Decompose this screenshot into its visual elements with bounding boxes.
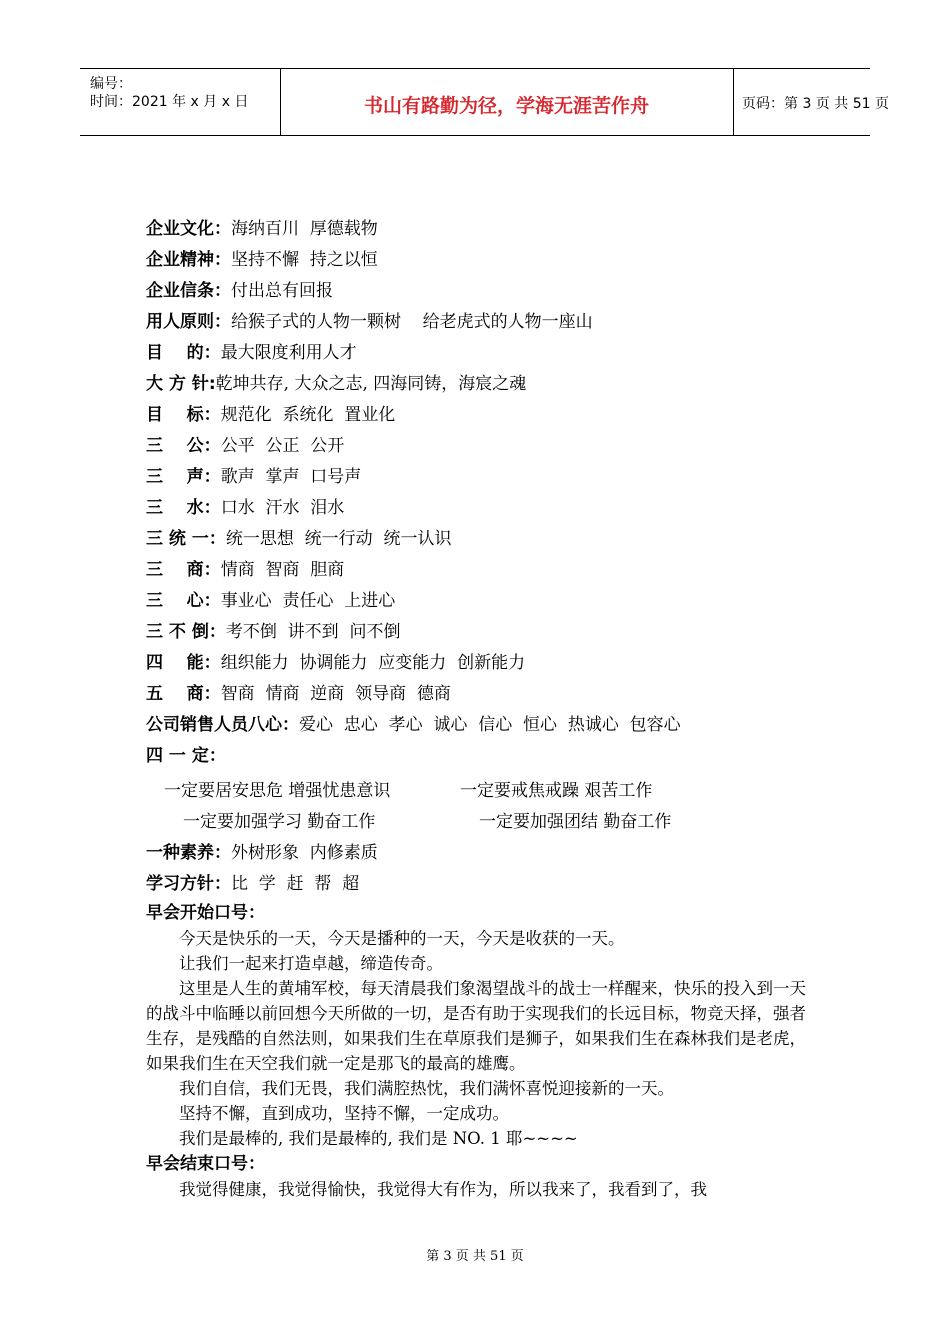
principle-label: 企业文化：	[146, 219, 231, 239]
principle-row	[146, 838, 826, 869]
page-footer: 第 3 页 共 51 页	[426, 1249, 524, 1264]
principle-label: 三 商：	[146, 560, 221, 580]
principle-label: 五 商：	[146, 684, 221, 704]
principle-value: 付出总有回报	[231, 281, 333, 301]
principle-row	[146, 869, 826, 900]
principle-value: 组织能力 协调能力 应变能力 创新能力	[220, 653, 526, 673]
principle-value: 统一思想 统一行动 统一认识	[225, 529, 452, 549]
principle-label: 三 不 倒：	[146, 622, 226, 642]
principle-value: 给猴子式的人物一颗树 给老虎式的人物一座山	[231, 312, 593, 332]
principle-label: 大 方 针:	[146, 374, 216, 394]
principle-label: 公司销售人员八心：	[146, 715, 299, 735]
morning-end-section	[146, 1151, 826, 1202]
principle-row	[146, 493, 826, 524]
four-musts-line-2	[146, 807, 826, 838]
principle-value: 最大限度利用人才	[220, 343, 357, 363]
principle-label: 四 一 定：	[146, 746, 226, 766]
slogan-paragraph: 让我们一起来打造卓越，缔造传奇。	[179, 954, 443, 973]
principle-row	[146, 586, 826, 617]
principle-row	[146, 338, 826, 369]
slogan-paragraph: 我们是最棒的, 我们是最棒的, 我们是 NO. 1 耶~~~~	[179, 1129, 578, 1148]
principle-value: 考不倒 讲不到 问不倒	[225, 622, 401, 642]
principle-row	[146, 617, 826, 648]
principle-label: 三 水：	[146, 498, 221, 518]
principle-value: 歌声 掌声 口号声	[220, 467, 362, 487]
morning-start-text	[146, 926, 810, 1151]
principle-value: 规范化 系统化 置业化	[220, 405, 396, 425]
principle-value: 智商 情商 逆商 领导商 德商	[220, 684, 451, 704]
slogan-paragraph: 我们自信，我们无畏，我们满腔热忱，我们满怀喜悦迎接新的一天。	[179, 1079, 674, 1098]
principle-value: 坚持不懈 持之以恒	[231, 250, 378, 270]
principle-row	[146, 741, 826, 772]
principle-row	[146, 555, 826, 586]
document-date: 时间：2021 年 x 月 x 日	[90, 94, 249, 110]
four-musts-1b: 一定要戒焦戒躁 艰苦工作	[460, 781, 653, 801]
four-musts-2a: 一定要加强学习 勤奋工作	[183, 812, 376, 832]
principle-row	[146, 214, 826, 245]
principle-label: 三 心：	[146, 591, 221, 611]
principle-row	[146, 400, 826, 431]
slogan-paragraph: 这里是人生的黄埔军校，每天清晨我们象渴望战斗的战士一样醒来，快乐的投入到一天的战斗中临睡以前回想今天所做的一切，是否有助于实现我们的长远目标，物竞天择，强者生存，是残酷的自然法则，如果我们生在草原我们是狮子，如果我们生在森林我们是老虎，如果我们生在天空我们就一定是那飞的最高的雄鹰。	[146, 979, 806, 1073]
page-header	[80, 68, 889, 136]
document-body	[146, 214, 826, 1202]
morning-end-text	[146, 1177, 810, 1202]
morning-start-heading: 早会开始口号：	[146, 903, 265, 923]
morning-end-heading: 早会结束口号：	[146, 1154, 265, 1174]
principle-label: 一种素养：	[146, 843, 231, 863]
morning-start-section	[146, 900, 826, 1151]
header-page-cell	[734, 69, 889, 135]
header-meta-cell	[80, 69, 281, 135]
principle-row	[146, 710, 826, 741]
principle-label: 目 的：	[146, 343, 221, 363]
principle-value: 比 学 赶 帮 超	[231, 874, 360, 894]
principle-label: 用人原则：	[146, 312, 231, 332]
principles-list-2	[146, 838, 826, 900]
header-motto-cell	[280, 69, 734, 135]
four-musts-block	[146, 776, 826, 838]
principle-label: 目 标：	[146, 405, 221, 425]
principle-value: 公平 公正 公开	[220, 436, 345, 456]
principle-label: 三 声：	[146, 467, 221, 487]
principle-row	[146, 431, 826, 462]
header-motto: 书山有路勤为径，学海无涯苦作舟	[363, 95, 649, 117]
four-musts-1a: 一定要居安思危 增强忧患意识	[164, 781, 391, 801]
slogan-paragraph: 坚持不懈，直到成功，坚持不懈，一定成功。	[179, 1104, 509, 1123]
principle-label: 三 公：	[146, 436, 221, 456]
slogan-paragraph: 我觉得健康，我觉得愉快，我觉得大有作为，所以我来了，我看到了，我	[179, 1180, 707, 1199]
principles-list	[146, 214, 826, 772]
principle-row	[146, 307, 826, 338]
principle-value: 口水 汗水 泪水	[220, 498, 345, 518]
principle-value: 爱心 忠心 孝心 诚心 信心 恒心 热诚心 包容心	[299, 715, 681, 735]
document-number-label: 编号：	[90, 76, 132, 92]
principle-label: 学习方针：	[146, 874, 231, 894]
principle-value: 情商 智商 胆商	[220, 560, 345, 580]
principle-value: 海纳百川 厚德载物	[231, 219, 378, 239]
principle-row	[146, 276, 826, 307]
principle-row	[146, 462, 826, 493]
principle-value: 乾坤共存, 大众之志, 四海同铸，海宸之魂	[215, 374, 527, 394]
principle-row	[146, 679, 826, 710]
header-page-info: 页码：第 3 页 共 51 页	[742, 96, 889, 112]
principle-value: 外树形象 内修素质	[231, 843, 378, 863]
four-musts-line-1	[146, 776, 826, 807]
principle-label: 企业精神：	[146, 250, 231, 270]
four-musts-2b: 一定要加强团结 勤奋工作	[479, 812, 672, 832]
principle-row	[146, 524, 826, 555]
principle-row	[146, 245, 826, 276]
principle-label: 三 统 一：	[146, 529, 226, 549]
principle-label: 企业信条：	[146, 281, 231, 301]
principle-label: 四 能：	[146, 653, 221, 673]
principle-row	[146, 648, 826, 679]
principle-value: 事业心 责任心 上进心	[220, 591, 396, 611]
slogan-paragraph: 今天是快乐的一天，今天是播种的一天，今天是收获的一天。	[179, 929, 625, 948]
principle-row	[146, 369, 826, 400]
